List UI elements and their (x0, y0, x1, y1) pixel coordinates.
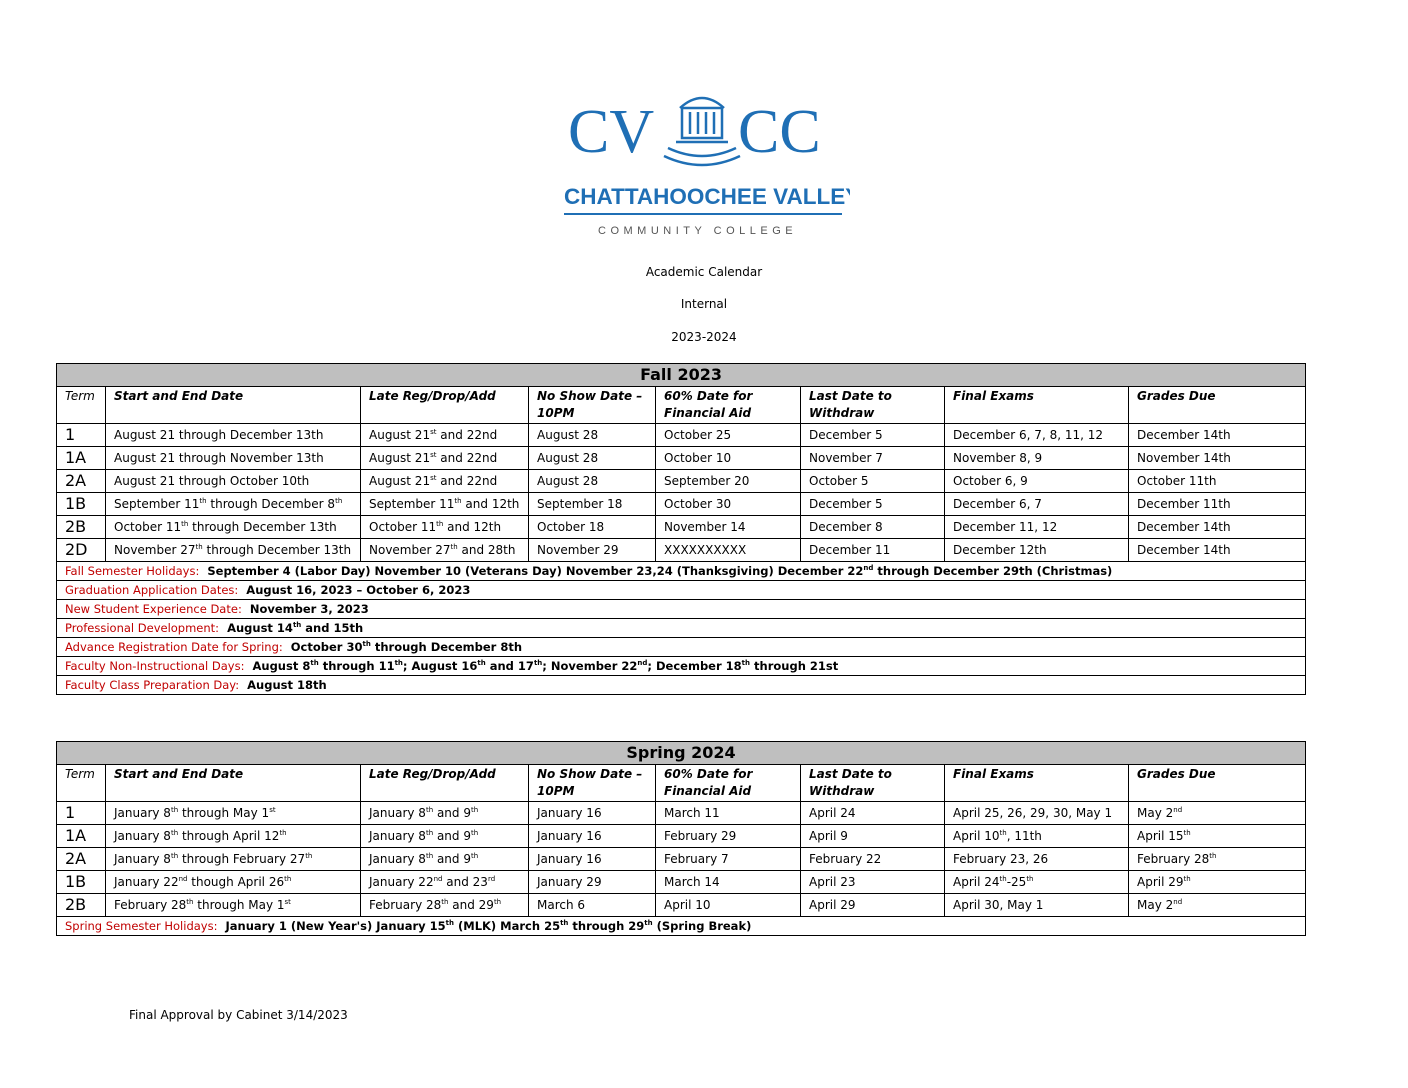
term-cell: 2A (57, 848, 106, 871)
table-cell: February 28th through May 1st (106, 894, 361, 917)
column-header: Late Reg/Drop/Add (361, 387, 529, 424)
table-cell: April 30, May 1 (945, 894, 1129, 917)
table-cell: August 28 (529, 424, 656, 447)
table-cell: March 11 (656, 802, 801, 825)
fall-calendar-table (56, 363, 1306, 695)
table-cell: October 11th through December 13th (106, 516, 361, 539)
note-row (57, 619, 1306, 638)
column-header: Start and End Date (106, 387, 361, 424)
column-header: Final Exams (945, 765, 1129, 802)
table-cell: November 27th through December 13th (106, 539, 361, 562)
table-cell: August 28 (529, 447, 656, 470)
table-cell: January 16 (529, 825, 656, 848)
table-cell: September 11th through December 8th (106, 493, 361, 516)
table-cell: XXXXXXXXXX (656, 539, 801, 562)
note-value: January 1 (New Year's) January 15th (MLK) March 25th through 29th (Spring Break) (217, 919, 752, 933)
note-cell (57, 917, 1306, 936)
table-cell: April 24 (801, 802, 945, 825)
table-cell: April 25, 26, 29, 30, May 1 (945, 802, 1129, 825)
college-logo (560, 86, 850, 246)
table-cell: December 5 (801, 493, 945, 516)
spring-column-headers (57, 765, 1306, 802)
table-cell: May 2nd (1129, 894, 1306, 917)
note-row (57, 562, 1306, 581)
logo-letters-left: CV (568, 98, 655, 166)
doc-year: 2023-2024 (671, 330, 737, 344)
logo-name-line2: COMMUNITY COLLEGE (598, 225, 798, 237)
table-row (57, 825, 1306, 848)
table-cell: December 11th (1129, 493, 1306, 516)
term-cell: 2D (57, 539, 106, 562)
column-header: 60% Date for Financial Aid (656, 387, 801, 424)
table-cell: December 6, 7 (945, 493, 1129, 516)
table-cell: March 6 (529, 894, 656, 917)
table-cell: January 8th through May 1st (106, 802, 361, 825)
doc-subtitle: Internal (680, 297, 728, 311)
table-cell: August 21st and 22nd (361, 447, 529, 470)
column-header: Late Reg/Drop/Add (361, 765, 529, 802)
column-header: Grades Due (1129, 765, 1306, 802)
note-row (57, 638, 1306, 657)
logo-name-line1: CHATTAHOOCHEE VALLEY (564, 184, 850, 209)
note-row (57, 581, 1306, 600)
table-cell: November 14 (656, 516, 801, 539)
column-header: 60% Date for Financial Aid (656, 765, 801, 802)
table-cell: January 8th and 9th (361, 802, 529, 825)
table-cell: September 20 (656, 470, 801, 493)
table-cell: October 11th and 12th (361, 516, 529, 539)
table-cell: February 28th and 29th (361, 894, 529, 917)
table-row (57, 848, 1306, 871)
table-cell: November 14th (1129, 447, 1306, 470)
table-cell: August 28 (529, 470, 656, 493)
table-cell: August 21 through November 13th (106, 447, 361, 470)
note-cell (57, 581, 1306, 600)
table-cell: October 25 (656, 424, 801, 447)
table-cell: April 10 (656, 894, 801, 917)
note-value: September 4 (Labor Day) November 10 (Veterans Day) November 23,24 (Thanksgiving) December 22nd through December 29th (Christmas) (199, 564, 1113, 578)
table-cell: September 18 (529, 493, 656, 516)
note-cell (57, 657, 1306, 676)
table-row (57, 447, 1306, 470)
note-row (57, 657, 1306, 676)
table-cell: October 5 (801, 470, 945, 493)
note-label: Fall Semester Holidays: (65, 564, 200, 578)
table-cell: April 9 (801, 825, 945, 848)
table-row (57, 894, 1306, 917)
note-value: October 30th through December 8th (282, 640, 523, 654)
table-cell: December 14th (1129, 539, 1306, 562)
spring-semester-title: Spring 2024 (57, 742, 1306, 765)
term-cell: 2B (57, 516, 106, 539)
table-cell: February 28th (1129, 848, 1306, 871)
table-cell: August 21 through October 10th (106, 470, 361, 493)
table-row (57, 470, 1306, 493)
table-cell: October 30 (656, 493, 801, 516)
note-label: Spring Semester Holidays: (65, 919, 218, 933)
note-value: August 18th (239, 678, 327, 692)
table-row (57, 424, 1306, 447)
table-cell: October 18 (529, 516, 656, 539)
table-cell: December 8 (801, 516, 945, 539)
note-cell (57, 619, 1306, 638)
column-header: No Show Date – 10PM (529, 765, 656, 802)
table-cell: October 10 (656, 447, 801, 470)
note-label: Faculty Non-Instructional Days: (65, 659, 245, 673)
note-row (57, 600, 1306, 619)
table-cell: November 7 (801, 447, 945, 470)
term-cell: 1 (57, 424, 106, 447)
table-cell: December 11, 12 (945, 516, 1129, 539)
table-cell: December 14th (1129, 516, 1306, 539)
table-cell: April 15th (1129, 825, 1306, 848)
column-header: Final Exams (945, 387, 1129, 424)
table-cell: February 29 (656, 825, 801, 848)
table-cell: April 24th-25th (945, 871, 1129, 894)
table-cell: January 8th and 9th (361, 848, 529, 871)
term-cell: 2B (57, 894, 106, 917)
doc-title: Academic Calendar (645, 265, 763, 279)
table-cell: January 22nd and 23rd (361, 871, 529, 894)
note-label: Faculty Class Preparation Day: (65, 678, 240, 692)
table-cell: December 12th (945, 539, 1129, 562)
note-cell (57, 562, 1306, 581)
building-icon (664, 98, 740, 165)
note-value: August 16, 2023 – October 6, 2023 (238, 583, 471, 597)
note-row (57, 676, 1306, 695)
fall-semester-title: Fall 2023 (57, 364, 1306, 387)
term-cell: 1B (57, 871, 106, 894)
column-header: Last Date to Withdraw (801, 387, 945, 424)
column-header: Last Date to Withdraw (801, 765, 945, 802)
column-header: Term (57, 765, 106, 802)
table-cell: December 14th (1129, 424, 1306, 447)
logo-letters-right: CC (738, 98, 821, 166)
table-cell: February 7 (656, 848, 801, 871)
column-header: No Show Date – 10PM (529, 387, 656, 424)
note-label: Professional Development: (65, 621, 220, 635)
term-cell: 2A (57, 470, 106, 493)
table-cell: May 2nd (1129, 802, 1306, 825)
table-cell: January 22nd though April 26th (106, 871, 361, 894)
table-cell: October 6, 9 (945, 470, 1129, 493)
term-cell: 1A (57, 447, 106, 470)
column-header: Term (57, 387, 106, 424)
table-cell: April 29 (801, 894, 945, 917)
table-cell: April 23 (801, 871, 945, 894)
table-cell: December 6, 7, 8, 11, 12 (945, 424, 1129, 447)
table-cell: December 11 (801, 539, 945, 562)
table-row (57, 802, 1306, 825)
table-cell: August 21 through December 13th (106, 424, 361, 447)
note-value: November 3, 2023 (241, 602, 369, 616)
table-cell: January 16 (529, 848, 656, 871)
note-value: August 14th and 15th (219, 621, 364, 635)
table-cell: January 8th through April 12th (106, 825, 361, 848)
table-cell: April 10th, 11th (945, 825, 1129, 848)
note-label: Graduation Application Dates: (65, 583, 239, 597)
note-value: August 8th through 11th; August 16th and 17th; November 22nd; December 18th through 21st (244, 659, 839, 673)
note-cell (57, 600, 1306, 619)
table-row (57, 516, 1306, 539)
term-cell: 1 (57, 802, 106, 825)
table-cell: January 8th through February 27th (106, 848, 361, 871)
table-cell: March 14 (656, 871, 801, 894)
table-cell: February 23, 26 (945, 848, 1129, 871)
table-cell: November 27th and 28th (361, 539, 529, 562)
term-cell: 1A (57, 825, 106, 848)
table-cell: November 8, 9 (945, 447, 1129, 470)
table-row (57, 493, 1306, 516)
note-label: New Student Experience Date: (65, 602, 242, 616)
note-cell (57, 676, 1306, 695)
table-cell: October 11th (1129, 470, 1306, 493)
table-cell: November 29 (529, 539, 656, 562)
table-cell: April 29th (1129, 871, 1306, 894)
approval-footer: Final Approval by Cabinet 3/14/2023 (129, 1008, 348, 1022)
note-label: Advance Registration Date for Spring: (65, 640, 283, 654)
column-header: Start and End Date (106, 765, 361, 802)
table-cell: January 29 (529, 871, 656, 894)
spring-calendar-table (56, 741, 1306, 936)
note-row (57, 917, 1306, 936)
table-cell: September 11th and 12th (361, 493, 529, 516)
column-header: Grades Due (1129, 387, 1306, 424)
term-cell: 1B (57, 493, 106, 516)
table-row (57, 539, 1306, 562)
table-cell: February 22 (801, 848, 945, 871)
table-cell: December 5 (801, 424, 945, 447)
table-cell: August 21st and 22nd (361, 470, 529, 493)
college-logo-graphic (560, 86, 850, 246)
fall-column-headers (57, 387, 1306, 424)
note-cell (57, 638, 1306, 657)
table-row (57, 871, 1306, 894)
table-cell: January 8th and 9th (361, 825, 529, 848)
table-cell: August 21st and 22nd (361, 424, 529, 447)
table-cell: January 16 (529, 802, 656, 825)
